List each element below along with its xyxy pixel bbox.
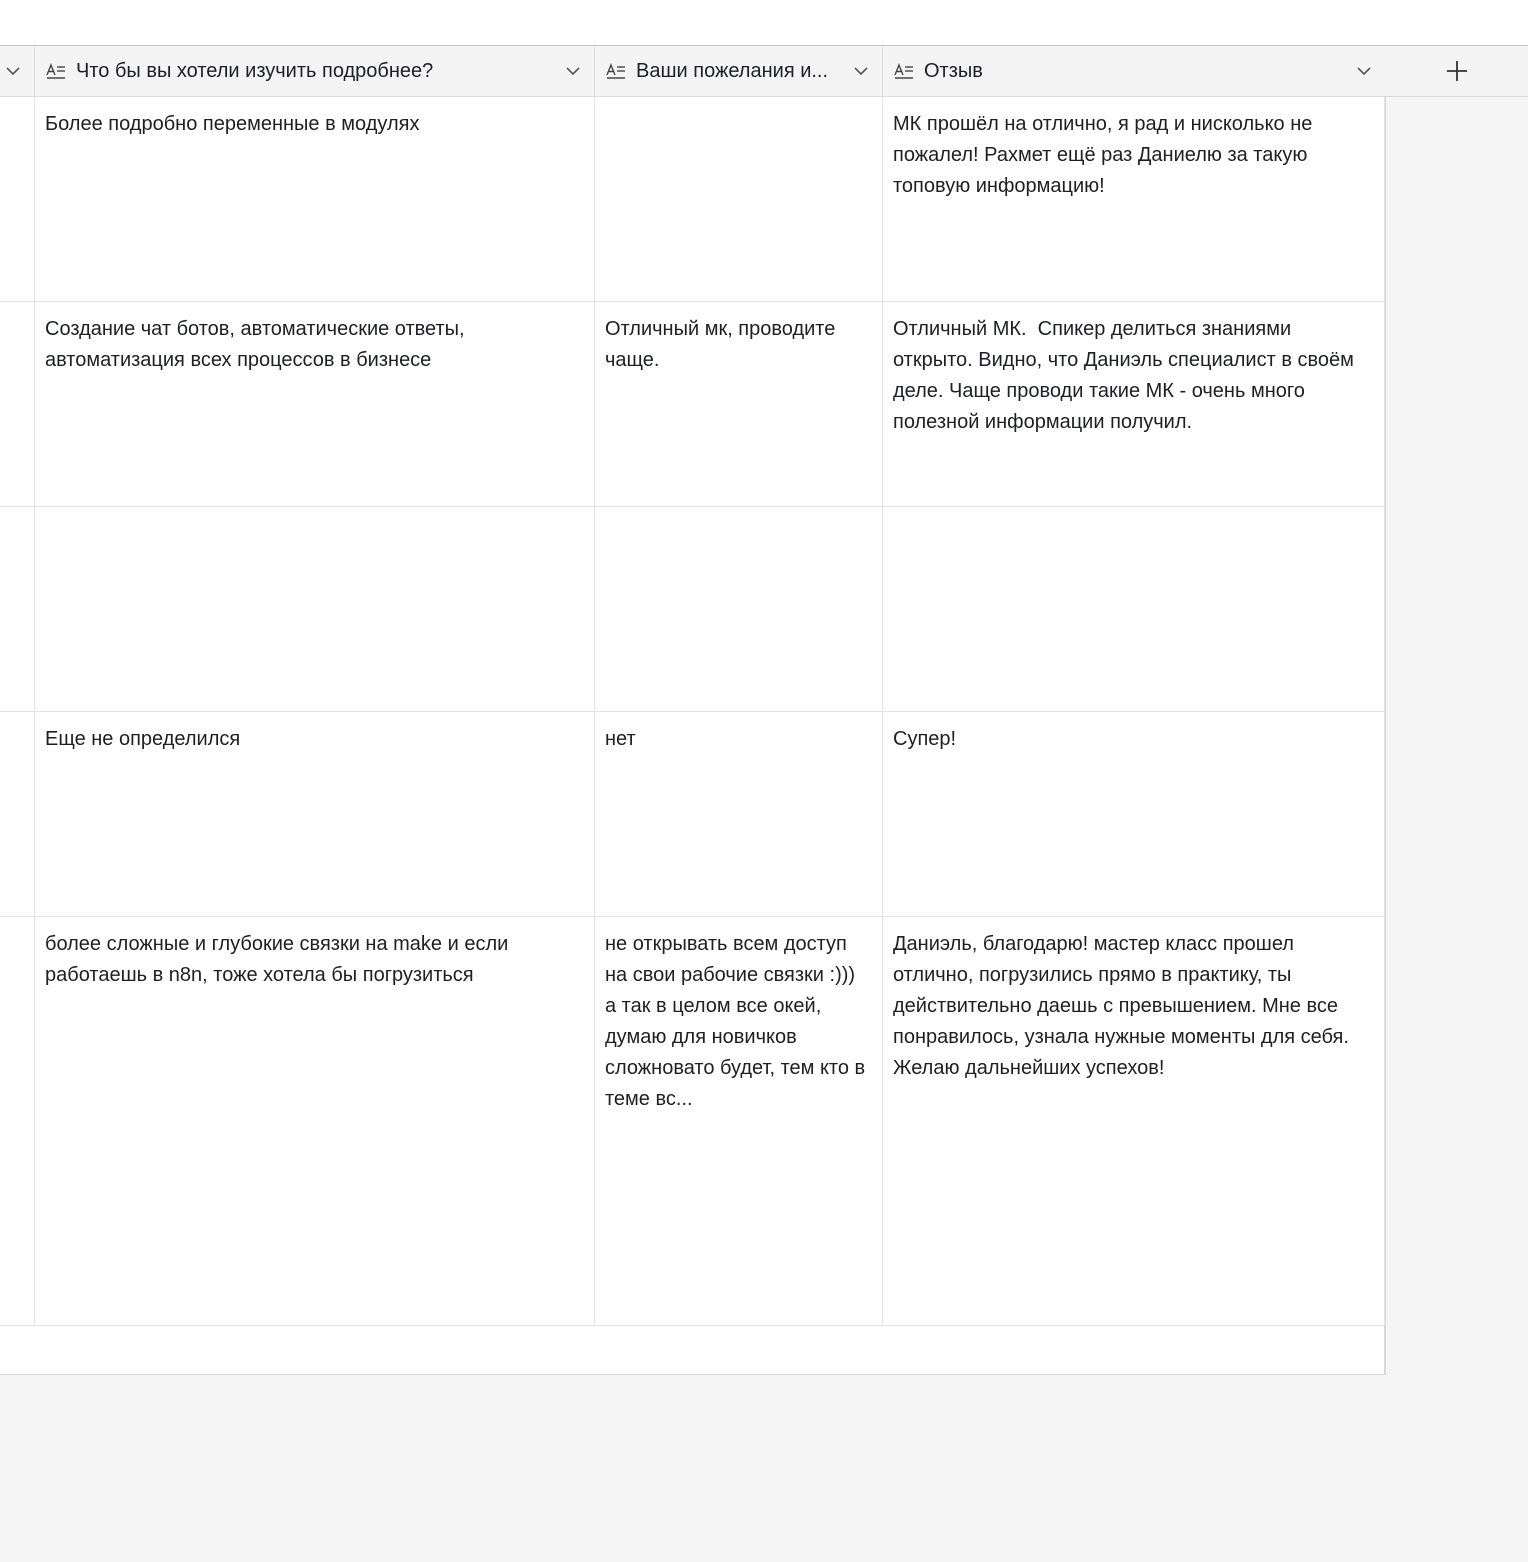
cell-wishes[interactable] [595, 97, 883, 301]
cell-review[interactable]: Супер! [883, 712, 1385, 916]
chevron-down-icon[interactable] [852, 62, 870, 80]
long-text-icon [45, 60, 67, 82]
table-footer [0, 1326, 1385, 1375]
cell-learn-more[interactable] [35, 507, 595, 711]
chevron-down-icon[interactable] [1355, 62, 1373, 80]
cell-review[interactable] [883, 507, 1385, 711]
table-row[interactable] [0, 97, 1385, 302]
table-row[interactable] [0, 712, 1385, 917]
column-header-review[interactable] [883, 46, 1386, 96]
cell-previous[interactable] [0, 507, 35, 711]
cell-wishes[interactable]: нет [595, 712, 883, 916]
add-column-button[interactable] [1385, 46, 1528, 96]
cell-review[interactable]: Даниэль, благодарю! мастер класс прошел отлично, погрузились прямо в практику, ты действительно даешь с превышением. Мне все понравилось, узнала нужные моменты для себя. Желаю дальнейших успехов! [883, 917, 1385, 1121]
cell-review[interactable]: Отличный МК. Спикер делиться знаниями открыто. Видно, что Даниэль специалист в своём деле. Чаще проводи такие МК - очень много полезной информации получил. [883, 302, 1385, 506]
table-row[interactable] [0, 917, 1385, 1122]
column-header-label: Что бы вы хотели изучить подробнее? [76, 59, 434, 82]
cell-review[interactable] [883, 1121, 1385, 1325]
plus-icon[interactable] [1445, 59, 1469, 83]
long-text-icon [893, 60, 915, 82]
cell-wishes[interactable]: Отличный мк, проводите чаще. [595, 302, 883, 506]
table-row[interactable] [0, 302, 1385, 507]
cell-learn-more[interactable]: более сложные и глубокие связки на make и если работаешь в n8n, тоже хотела бы погрузиться [35, 917, 595, 1121]
cell-previous[interactable] [0, 917, 35, 1121]
cell-wishes[interactable]: не открывать всем доступ на свои рабочие связки :))) а так в целом все окей, думаю для новичков сложновато будет, тем кто в теме вс... [595, 917, 883, 1121]
header-row [0, 46, 1528, 97]
column-header-wishes[interactable] [595, 46, 883, 96]
cell-learn-more[interactable]: Еще не определился [35, 712, 595, 916]
toolbar-area [0, 0, 1528, 46]
column-header-previous[interactable] [0, 46, 35, 96]
table-row[interactable] [0, 507, 1385, 712]
cell-wishes[interactable] [595, 507, 883, 711]
cell-learn-more[interactable]: Создание чат ботов, автоматические ответы, автоматизация всех процессов в бизнесе [35, 302, 595, 506]
column-header-label: Отзыв [924, 59, 983, 82]
column-header-learn-more[interactable] [35, 46, 595, 96]
cell-previous[interactable] [0, 712, 35, 916]
chevron-down-icon[interactable] [4, 62, 22, 80]
chevron-down-icon[interactable] [564, 62, 582, 80]
cell-previous[interactable] [0, 302, 35, 506]
cell-review[interactable]: МК прошёл на отлично, я рад и нисколько не пожалел! Рахмет ещё раз Даниелю за такую топовую информацию! [883, 97, 1385, 301]
table-row[interactable] [0, 1121, 1385, 1326]
cell-wishes[interactable] [595, 1121, 883, 1325]
long-text-icon [605, 60, 627, 82]
cell-learn-more[interactable] [35, 1121, 595, 1325]
cell-previous[interactable] [0, 97, 35, 301]
cell-previous[interactable] [0, 1121, 35, 1325]
grid-right-border [1385, 97, 1386, 1375]
column-header-label: Ваши пожелания и... [636, 59, 829, 82]
cell-learn-more[interactable]: Более подробно переменные в модулях [35, 97, 595, 301]
